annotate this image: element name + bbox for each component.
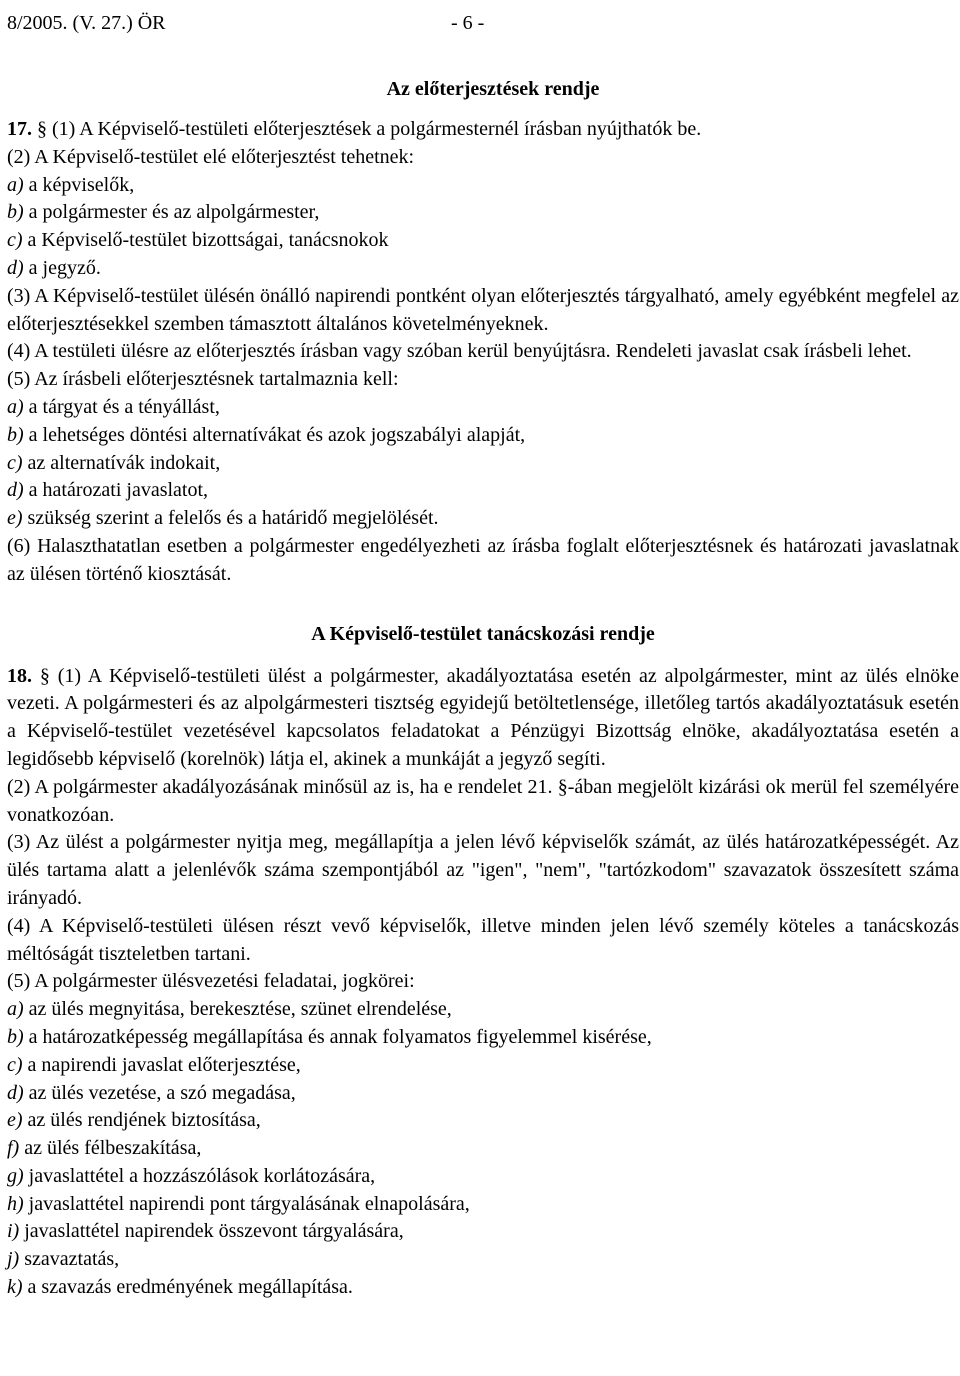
section-sign: § [557,775,568,798]
section-18-paragraph-4: (4) A Képviselő-testületi ülésen részt vevő képviselők, illetve minden jelen lévő személy köteles a tanácskozás méltóságát tiszteletben tartani. [7,914,959,965]
list-item-text: a lehetséges döntési alternatívákat és azok jogszabályi alapját, [28,423,526,446]
list-item [7,1080,959,1108]
list-item-text: a jegyző. [28,256,101,279]
list-item-text: a polgármester és az alpolgármester, [28,201,320,224]
list-item [7,172,959,200]
list-item-text: javaslattétel napirendi pont tárgyalásának elnapolására, [28,1192,470,1215]
list-item [7,1052,959,1080]
list-item-text: javaslattétel napirendek összevont tárgyalására, [24,1220,404,1243]
list-item-label: b) [7,201,24,224]
list-item-text: a szavazás eredményének megállapítása. [27,1276,353,1299]
list-item-label: f) [7,1137,20,1160]
list-item-label: c) [7,1053,23,1076]
list-item [7,1246,959,1274]
list-item [7,1107,959,1135]
list-item-label: c) [7,229,23,252]
section-sign: § [39,664,50,687]
section-number: 18. [7,664,32,687]
section-18-paragraph-5: (5) A polgármester ülésvezetési feladatai, jogkörei: [7,970,415,993]
list-item-label: g) [7,1164,24,1187]
list-item [7,1135,959,1163]
list-item-label: d) [7,479,24,502]
list-item-text: a határozati javaslatot, [28,479,209,502]
regulation-reference: 8/2005. (V. 27.) ÖR [7,12,166,34]
list-item [7,1274,959,1302]
list-item [7,422,959,450]
list-item [7,394,959,422]
section-17-paragraph-1 [7,116,959,144]
list-item-text: javaslattétel a hozzászólások korlátozására, [28,1164,376,1187]
list-item [7,255,959,283]
list-item-label: a) [7,998,24,1021]
list-item [7,450,959,478]
list-item-label: j) [7,1248,20,1271]
list-item-text: az ülés félbeszakítása, [24,1137,202,1160]
list-item-text: a napirendi javaslat előterjesztése, [27,1053,301,1076]
section-18-paragraph-1 [7,663,959,774]
list-item-label: c) [7,451,23,474]
list-item-text: a Képviselő-testület bizottságai, tanácsnokok [27,229,389,252]
list-item [7,227,959,255]
page-header [7,8,959,38]
page-number: - 6 - [451,12,485,34]
list-item-text: a tárgyat és a tényállást, [28,395,220,418]
section-18-paragraph-3: (3) Az ülést a polgármester nyitja meg, megállapítja a jelen lévő képviselők számát, az ülés határozatképességét. Az ülés tartama alatt a jelenlévők száma szempontjából az "igen", "nem", "tartózkodom" szavazatok összesített száma irányadó. [7,831,959,909]
list-item [7,1024,959,1052]
paragraph-text: (1) A Képviselő-testületi ülést a polgármester, akadályoztatása esetén az alpolgármester, mint az ülés elnöke vezeti. A polgármesteri és az alpolgármesteri tisztség egyidejű betöltetlensége, illetőleg tartós akadályoztatásuk esetén a Képviselő-testület vezetésével kapcsolatos feladatokat a Pénzügyi Bizottság elnöke, akadályoztatása esetén a legidősebb képviselő (korelnök) látja el, akinek a munkáját a jegyző segíti. [7,664,959,770]
list-item-label: e) [7,507,23,530]
list-item-label: b) [7,1025,24,1048]
list-item-text: az ülés rendjének biztosítása, [27,1109,261,1132]
list-item-label: d) [7,256,24,279]
list-item-text: az ülés vezetése, a szó megadása, [28,1081,296,1104]
list-item [7,1191,959,1219]
list-item-label: b) [7,423,24,446]
section-17-paragraph-4: (4) A testületi ülésre az előterjesztés írásban vagy szóban kerül benyújtásra. Rendeleti javaslat csak írásbeli lehet. [7,340,912,363]
paragraph-text: (1) A Képviselő-testületi előterjesztések a polgármesternél írásban nyújthatók be. [52,118,702,140]
list-item-text: szavaztatás, [24,1248,120,1271]
list-item-text: szükség szerint a felelős és a határidő megjelölését. [27,507,439,530]
section-title-proposals: Az előterjesztések rendje [386,78,600,100]
section-17-paragraph-6: (6) Halaszthatatlan esetben a polgármester engedélyezheti az írásba foglalt előterjesztésnek és határozati javaslatnak az ülésen történő kiosztását. [7,534,959,585]
section-18-paragraph-2 [7,774,959,830]
section-17-paragraph-3: (3) A Képviselő-testület ülésén önálló napirendi pontként olyan előterjesztés tárgyalható, amely egyébként megfelel az előterjesztésekkel szemben támasztott általános követelményeknek. [7,284,959,335]
list-item-label: e) [7,1109,23,1132]
list-item [7,199,959,227]
paragraph-text: (2) A polgármester akadályozásának minősül az is, ha e rendelet 21. [7,775,553,798]
list-item-label: a) [7,395,24,418]
list-item-label: h) [7,1192,24,1215]
list-item [7,505,959,533]
list-item-text: a határozatképesség megállapítása és annak folyamatos figyelemmel kisérése, [28,1025,652,1048]
list-item [7,1218,959,1246]
list-item-label: a) [7,173,24,196]
list-item-text: az alternatívák indokait, [27,451,221,474]
list-item-text: a képviselők, [28,173,135,196]
section-number: 17. [7,118,32,140]
document-page [7,8,959,1302]
section-title-deliberation: A Képviselő-testület tanácskozási rendje [311,622,655,645]
list-item [7,477,959,505]
list-item-label: k) [7,1276,23,1299]
paragraph-text: -ában megjelölt kizárási ok merül fel személyére vonatkozóan. [7,775,960,826]
list-item-label: i) [7,1220,20,1243]
list-item-text: az ülés megnyitása, berekesztése, szünet elrendelése, [28,998,452,1021]
list-item [7,1163,959,1191]
section-17-paragraph-2: (2) A Képviselő-testület elé előterjesztést tehetnek: [7,145,415,168]
section-17-paragraph-5: (5) Az írásbeli előterjesztésnek tartalmaznia kell: [7,368,399,391]
list-item-label: d) [7,1081,24,1104]
list-item [7,996,959,1024]
section-sign: § [37,118,47,140]
